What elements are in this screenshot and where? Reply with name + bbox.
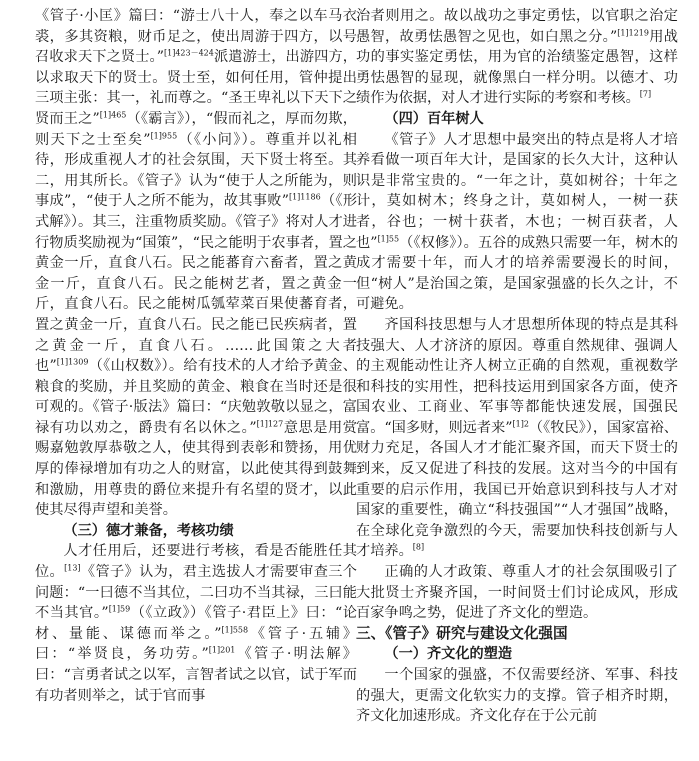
- text-run: 《管子》人才思想中最突出的特点是将人才培养看做一项百年大计，是国家的长久大计，这种认识是非常宝贵的。“一年之计，莫如树谷；十年之计，莫如树木；终身之计，莫如树人，一树一获者，谷也；一树十获者，木也；一树百获者，人也”: [356, 131, 678, 251]
- citation-superscript: [1]55: [377, 233, 400, 243]
- paragraph-qi-culture: 一个国家的强盛，不仅需要经济、军事、科技的强大，更需文化软实力的支撑。管子相齐时期，齐文化加速形成。齐文化存在于公元前: [356, 667, 678, 725]
- text-run: 《管子》认为，君主选拔人才需要审查三个问题：“一曰德不当其位，二曰功不当其禄，三曰能不当其官。”: [35, 564, 357, 622]
- citation-superscript: [1]955: [150, 130, 178, 140]
- text-run: （《小问》）。尊重并以礼相待，形成重视人才的社会氛围，天下贤士将至。其二，用其所长。《管子》认为“使于人之所能为，则事成”，“使于人之所不能为，故其事败”: [35, 131, 357, 210]
- citation-superscript: [1]423－424: [163, 48, 214, 58]
- text-run: 意思是用赏赐嘉勉敦厚恭敬之人，使其得到表彰和赞扬，用优厚的俸禄增加有功之人的财富，以此使其得到鼓舞和激励，用尊贵的爵位来提升有名望的贤才，以此使其尽得声望和美誉。: [35, 419, 357, 519]
- paragraph-assessment-continued: [356, 6, 678, 109]
- citation-superscript: [1]1219: [617, 27, 649, 37]
- text-run: （《牧民》），国家富裕、财力充足，各国人才才能汇聚齐国，而天下贤士的到来，反又促进了科技的发展。这对当今的中国有重要的启示作用，我国已开始意识到科技与人才对国家的重要性，确立“科技强国”“人才强国”战略，在全球化竞争激烈的今天，需要加快科技创新与人才培养。: [356, 419, 678, 560]
- subsection-heading-1: （一）齐文化的塑造: [384, 646, 513, 663]
- text-run: （《形式解》）。其三，注重物质奖励。《管子》将对人才进行物质奖励视为“国策”，“民之能明于农事者，置之黄金一斤，直食八石。民之能蕃育六畜者，置之黄金一斤，直食八石。民之能树艺者，置之黄金一斤，直食八石。民之能树瓜瓠荤菜百果使蕃育者，置之黄金一斤，直食八石。民之能已民疾病者，置之黄金一斤，直食八石。……此国策之大者也”: [35, 193, 358, 375]
- text-run: （《立政》）《管子·君臣上》曰：“论材、量能、谋德而举之。”: [35, 605, 357, 642]
- citation-superscript: [13]: [64, 563, 81, 573]
- left-column: [35, 6, 357, 706]
- text-run: 《管子·五辅》曰：“举贤良，务功劳。”: [35, 625, 358, 663]
- citation-superscript: [1]1186: [288, 192, 321, 202]
- text-run: 《管子·小匡》篇曰：“游士八十人，奉之以车马衣裘，多其资粮，财币足之，使出周游于四方，以号召收求天下之贤士。”: [35, 8, 357, 66]
- citation-superscript: [8]: [412, 542, 425, 552]
- text-run: 齐国科技思想与人才思想所体现的特点是其科技强大、人才济济的原因。尊重自然规律、强调人的主观能动性让齐人树立正确的自然观，重视数学和科技的实用性，把科技运用到国家各方面，使齐国农业、工商业、军事等都能快速发展，国强民富。“国多财，则远者来”: [356, 316, 678, 436]
- paragraph-science-talent: [356, 315, 678, 562]
- text-run: （《霸言》），“假而礼之，厚而勿欺，则天下之士至矣”: [35, 110, 357, 148]
- subsection-heading-4: （四）百年树人: [384, 110, 484, 127]
- citation-superscript: [1]558: [221, 625, 249, 635]
- paragraph-talent-assessment: [35, 541, 357, 706]
- citation-superscript: [1]2: [512, 419, 529, 429]
- paragraph-talent-recruitment: [35, 6, 357, 521]
- text-run: 《管子·明法解》曰：“言勇者试之以军，言智者试之以官，试于军而有功者则举之，试于官而事: [35, 646, 357, 704]
- text-run: （《山权数》）。给有技术的人才给予黄金、粮食的奖励，并且奖励的黄金、粮食在当时还是很可观的。《管子·版法》篇曰：“庆勉敦敬以显之，富禄有功以劝之，爵贵有名以休之。”: [35, 358, 357, 436]
- section-heading-3: 三、《管子》研究与建设文化强国: [356, 624, 568, 642]
- text-run: 用战功的事实鉴定勇怯，用为官的治绩鉴定愚智，这样勇怯愚智的显现，就像黑白一样分明。以德才、功绩作为依据，对人才进行实际的考察和考核。: [356, 28, 678, 107]
- subsection-heading-3: （三）德才兼备，考核功绩: [63, 522, 234, 539]
- citation-superscript: [7]: [639, 89, 652, 99]
- citation-superscript: [1]201: [208, 645, 236, 655]
- citation-superscript: [1]465: [99, 110, 127, 120]
- citation-superscript: [1]127: [256, 419, 284, 429]
- right-column: [356, 6, 678, 727]
- text-run: 派遣游士，出游四方，以求取天下的贤士。贤士至，如何任用，管仲提出三项主张：其一，礼而尊之。“圣王卑礼以下天下之贤而王之”: [35, 49, 357, 127]
- text-run: （《权修》）。五谷的成熟只需要一年，树木的成才需要十年，而人才的培养需要漫长的时间，但“树人”是治国之策，是国家强盛的长久之计，不可避免。: [356, 234, 678, 313]
- text-run: 治者则用之。故以战功之事定勇怯，以官职之治定愚智，故勇怯愚智之见也，如白黑之分。”: [356, 8, 678, 45]
- citation-superscript: [1]59: [108, 604, 131, 614]
- paragraph-talent-policy: 正确的人才政策、尊重人才的社会氛围吸引了大批贤士齐聚齐国，一时间贤士们讨论成风，形成百家争鸣之势，促进了齐文化的塑造。: [356, 564, 678, 622]
- paragraph-century-plan: [356, 130, 678, 315]
- citation-superscript: [1]1309: [56, 357, 89, 367]
- text-run: 人才任用后，还要进行考核，看是否能胜任其位。: [35, 543, 357, 581]
